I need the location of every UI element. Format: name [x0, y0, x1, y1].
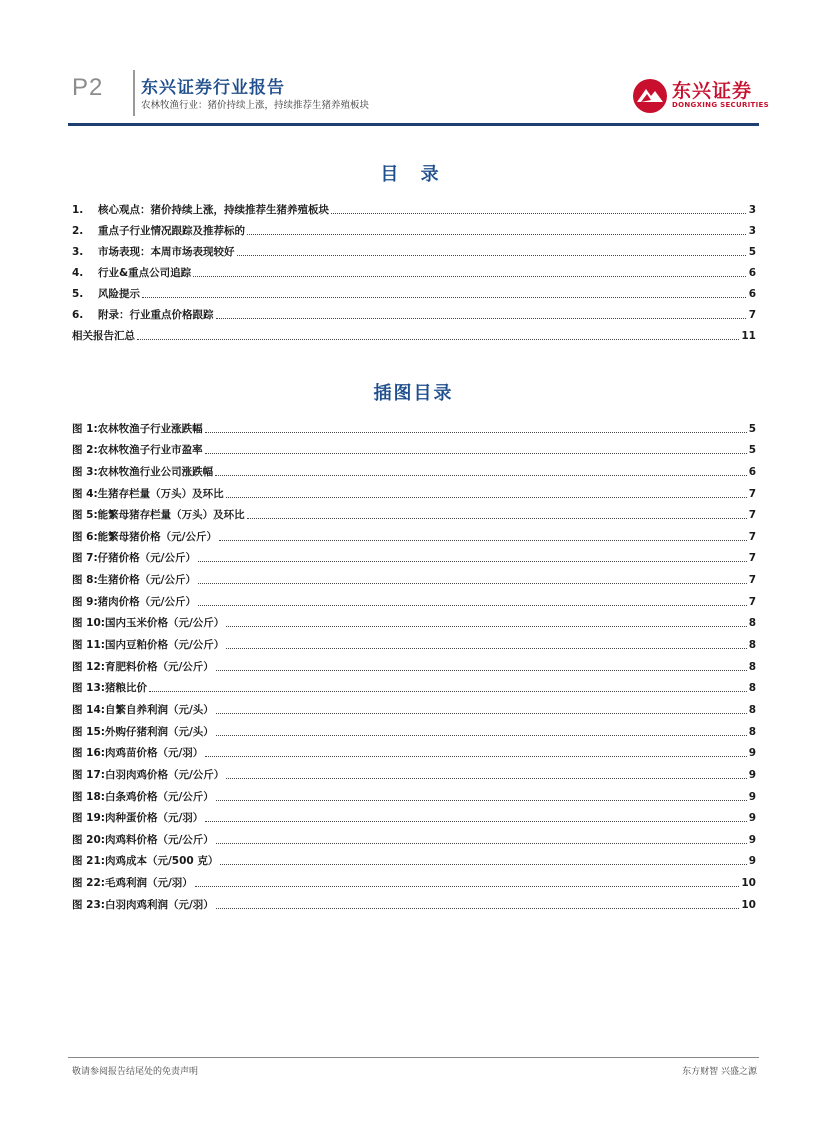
figure-item-label: 图 21:肉鸡成本（元/500 克）: [72, 855, 219, 868]
toc-item-label: 风险提示: [98, 288, 140, 300]
toc-item-number: 6.: [72, 309, 84, 321]
report-brand-title: 东兴证券行业报告: [141, 78, 285, 98]
figure-leader-dots: [149, 690, 747, 692]
toc-leader-dots: [142, 296, 746, 298]
figure-leader-dots: [226, 496, 747, 498]
figure-item-label: 图 3:农林牧渔行业公司涨跌幅: [72, 465, 214, 478]
toc-item[interactable]: [72, 217, 756, 238]
figure-item-label: 图 19:肉种蛋价格（元/羽）: [72, 812, 204, 825]
figure-item-label: 图 15:外购仔猪利润（元/头）: [72, 725, 214, 738]
figure-item-page: 8: [748, 639, 756, 652]
figure-list-item[interactable]: [72, 501, 756, 523]
figure-item-label: 图 14:自繁自养利润（元/头）: [72, 703, 214, 716]
figure-item-page: 9: [748, 855, 756, 868]
footer-slogan: 东方财智 兴盛之源: [682, 1067, 757, 1077]
figure-item-page: 8: [748, 725, 756, 738]
toc-item-page: 5: [748, 246, 756, 258]
figure-list-item[interactable]: [72, 544, 756, 566]
figure-item-label: 图 6:能繁母猪价格（元/公斤）: [72, 530, 217, 543]
toc-leader-dots: [247, 233, 746, 235]
figure-leader-dots: [226, 625, 746, 627]
figure-list-item[interactable]: [72, 565, 756, 587]
figure-leader-dots: [216, 842, 747, 844]
toc-item-number: 1.: [72, 204, 84, 216]
report-subtitle: 农林牧渔行业：猪价持续上涨，持续推荐生猪养殖板块: [141, 100, 370, 111]
toc-item[interactable]: [72, 259, 756, 280]
footer-disclaimer: 敬请参阅报告结尾处的免责声明: [72, 1067, 199, 1077]
figure-item-label: 图 22:毛鸡利润（元/羽）: [72, 877, 193, 890]
figure-item-label: 图 7:仔猪价格（元/公斤）: [72, 552, 196, 565]
figure-leader-dots: [195, 885, 740, 887]
figure-list-item[interactable]: [72, 804, 756, 826]
figure-list-item[interactable]: [72, 825, 756, 847]
page-number: P2: [72, 74, 104, 101]
toc-item-number: 2.: [72, 225, 84, 237]
figure-item-page: 7: [748, 552, 756, 565]
figure-leader-dots: [220, 863, 746, 865]
toc-item-label: 核心观点：猪价持续上涨，持续推荐生猪养殖板块: [98, 204, 329, 216]
toc-leader-dots: [331, 212, 746, 214]
figure-list-item[interactable]: [72, 890, 756, 912]
figure-leader-dots: [216, 799, 747, 801]
figure-item-label: 图 23:白羽肉鸡利润（元/羽）: [72, 898, 214, 911]
page-header: [0, 0, 827, 130]
figure-leader-dots: [219, 539, 747, 541]
figure-item-page: 7: [748, 595, 756, 608]
toc-leader-dots: [216, 317, 747, 319]
figure-leader-dots: [205, 755, 746, 757]
logo-english-name: DONGXING SECURITIES: [672, 101, 769, 109]
toc-item[interactable]: [72, 196, 756, 217]
figure-list-item[interactable]: [72, 414, 756, 436]
figure-leader-dots: [198, 582, 747, 584]
figure-item-page: 9: [748, 833, 756, 846]
toc-item-page: 11: [741, 330, 756, 342]
figure-item-label: 图 17:白羽肉鸡价格（元/公斤）: [72, 768, 225, 781]
figure-list-item[interactable]: [72, 436, 756, 458]
figure-item-page: 6: [748, 465, 756, 478]
figure-leader-dots: [216, 907, 740, 909]
figure-item-page: 7: [748, 530, 756, 543]
toc-item-number: 4.: [72, 267, 84, 279]
figure-list-item[interactable]: [72, 695, 756, 717]
figure-list-item[interactable]: [72, 609, 756, 631]
figure-item-page: 10: [741, 898, 756, 911]
figure-item-label: 图 12:育肥料价格（元/公斤）: [72, 660, 214, 673]
figure-item-label: 图 4:生猪存栏量（万头）及环比: [72, 487, 224, 500]
figure-leader-dots: [226, 777, 746, 779]
figure-item-label: 图 2:农林牧渔子行业市盈率: [72, 444, 203, 457]
figure-list-item[interactable]: [72, 847, 756, 869]
figure-leader-dots: [247, 517, 747, 519]
figure-list-item[interactable]: [72, 522, 756, 544]
figure-item-label: 图 13:猪粮比价: [72, 682, 147, 695]
figure-item-label: 图 11:国内豆粕价格（元/公斤）: [72, 639, 225, 652]
figure-item-page: 7: [748, 509, 756, 522]
figure-leader-dots: [205, 820, 746, 822]
figure-list-item[interactable]: [72, 674, 756, 696]
toc-item[interactable]: [72, 280, 756, 301]
figure-item-page: 9: [748, 790, 756, 803]
figure-item-page: 8: [748, 617, 756, 630]
figure-item-page: 9: [748, 747, 756, 760]
toc-item-page: 6: [748, 288, 756, 300]
toc-item-page: 3: [748, 225, 756, 237]
figure-list-item[interactable]: [72, 760, 756, 782]
figure-list: [72, 414, 756, 912]
figure-item-page: 8: [748, 703, 756, 716]
figure-leader-dots: [205, 452, 747, 454]
figure-leader-dots: [216, 712, 747, 714]
figure-item-label: 图 8:生猪价格（元/公斤）: [72, 574, 196, 587]
toc-leader-dots: [193, 275, 746, 277]
figure-item-page: 9: [748, 812, 756, 825]
figure-list-item[interactable]: [72, 868, 756, 890]
toc-item[interactable]: [72, 301, 756, 322]
figure-list-item[interactable]: [72, 630, 756, 652]
toc-item-label: 市场表现：本周市场表现较好: [98, 246, 235, 258]
figure-leader-dots: [226, 647, 746, 649]
toc-item-page: 6: [748, 267, 756, 279]
figure-list-item[interactable]: [72, 717, 756, 739]
toc-item-number: 3.: [72, 246, 84, 258]
figure-item-label: 图 9:猪肉价格（元/公斤）: [72, 595, 196, 608]
figure-item-page: 8: [748, 660, 756, 673]
header-rule: [68, 123, 759, 126]
toc-item-page: 7: [748, 309, 756, 321]
toc-item[interactable]: [72, 238, 756, 259]
figure-leader-dots: [215, 474, 747, 476]
header-divider: [133, 70, 135, 116]
toc-title: 目 录: [380, 164, 447, 185]
figure-list-item[interactable]: [72, 479, 756, 501]
table-of-contents: [72, 196, 756, 343]
figure-leader-dots: [216, 669, 747, 671]
toc-item-label: 相关报告汇总: [72, 330, 135, 342]
logo-chinese-name: 东兴证券: [672, 80, 753, 102]
figure-leader-dots: [216, 734, 747, 736]
toc-item-label: 重点子行业情况跟踪及推荐标的: [98, 225, 245, 237]
figure-list-item[interactable]: [72, 587, 756, 609]
figure-list-item[interactable]: [72, 652, 756, 674]
figure-list-item[interactable]: [72, 782, 756, 804]
toc-item-page: 3: [748, 204, 756, 216]
figure-list-item[interactable]: [72, 739, 756, 761]
figure-list-title: 插图目录: [373, 383, 454, 404]
figure-item-label: 图 5:能繁母猪存栏量（万头）及环比: [72, 509, 245, 522]
figure-list-item[interactable]: [72, 457, 756, 479]
figure-item-label: 图 16:肉鸡苗价格（元/羽）: [72, 747, 204, 760]
figure-leader-dots: [198, 604, 747, 606]
figure-item-label: 图 10:国内玉米价格（元/公斤）: [72, 617, 225, 630]
figure-item-page: 9: [748, 768, 756, 781]
toc-item-related-reports[interactable]: [72, 322, 756, 343]
figure-item-label: 图 20:肉鸡料价格（元/公斤）: [72, 833, 214, 846]
figure-leader-dots: [198, 560, 747, 562]
toc-leader-dots: [237, 254, 747, 256]
figure-item-page: 8: [748, 682, 756, 695]
figure-item-page: 7: [748, 574, 756, 587]
figure-item-page: 7: [748, 487, 756, 500]
figure-item-page: 5: [748, 422, 756, 435]
footer-rule: [68, 1057, 759, 1058]
toc-item-label: 附录：行业重点价格跟踪: [98, 309, 214, 321]
figure-item-label: 图 18:白条鸡价格（元/公斤）: [72, 790, 214, 803]
toc-leader-dots: [137, 338, 739, 340]
figure-leader-dots: [205, 431, 747, 433]
figure-item-page: 10: [741, 877, 756, 890]
figure-item-label: 图 1:农林牧渔子行业涨跌幅: [72, 422, 203, 435]
toc-item-label: 行业&重点公司追踪: [98, 267, 192, 279]
figure-item-page: 5: [748, 444, 756, 457]
toc-item-number: 5.: [72, 288, 84, 300]
